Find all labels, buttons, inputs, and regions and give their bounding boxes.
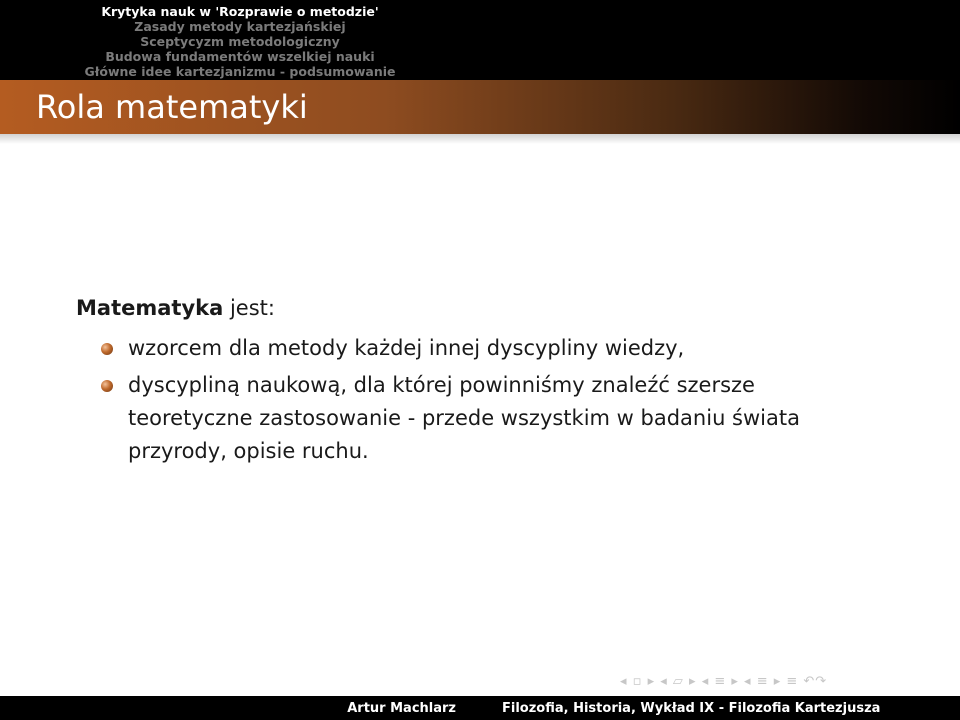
footer-author-panel xyxy=(0,696,480,720)
lead-rest: jest: xyxy=(223,296,275,320)
list-item-text: wzorcem dla metody każdej innej dyscypliny wiedzy, xyxy=(128,336,685,360)
list-item xyxy=(76,332,876,365)
lead-term: Matematyka xyxy=(76,296,224,320)
list-item xyxy=(76,369,876,468)
frame-title: Rola matematyki xyxy=(36,88,308,126)
list-item-text: dyscypliną naukową, dla której powinniśmy znaleźć szersze teoretyczne zastosowanie - przede wszystkim w badaniu świata przyrody, opisie ruchu. xyxy=(128,373,800,463)
footer-author: Artur Machlarz xyxy=(347,701,456,716)
slide-content xyxy=(76,296,876,472)
nav-section-2[interactable]: Zasady metody kartezjańskiej xyxy=(134,19,346,34)
beamer-navigation-icons[interactable]: ◂ ▫ ▸ ◂ ▱ ▸ ◂ ≡ ▸ ◂ ≡ ▸ ≡ ↶↷ xyxy=(620,674,828,689)
nav-section-1[interactable]: Krytyka nauk w 'Rozprawie o metodzie' xyxy=(101,4,379,19)
footer-title: Filozofia, Historia, Wykład IX - Filozofia Kartezjusza xyxy=(502,701,881,716)
bullet-icon xyxy=(101,380,113,392)
nav-section-4[interactable]: Budowa fundamentów wszelkiej nauki xyxy=(105,49,375,64)
subsection-navigation xyxy=(480,0,960,80)
title-bar-shadow xyxy=(0,134,960,144)
nav-section-3[interactable]: Sceptycyzm metodologiczny xyxy=(140,34,340,49)
footer-title-panel xyxy=(480,696,960,720)
item-list xyxy=(76,332,876,468)
header-navigation xyxy=(0,0,960,80)
lead-sentence xyxy=(76,296,876,320)
section-navigation xyxy=(0,4,480,79)
bullet-icon xyxy=(101,343,113,355)
nav-section-5[interactable]: Główne idee kartezjanizmu - podsumowanie xyxy=(84,64,396,79)
